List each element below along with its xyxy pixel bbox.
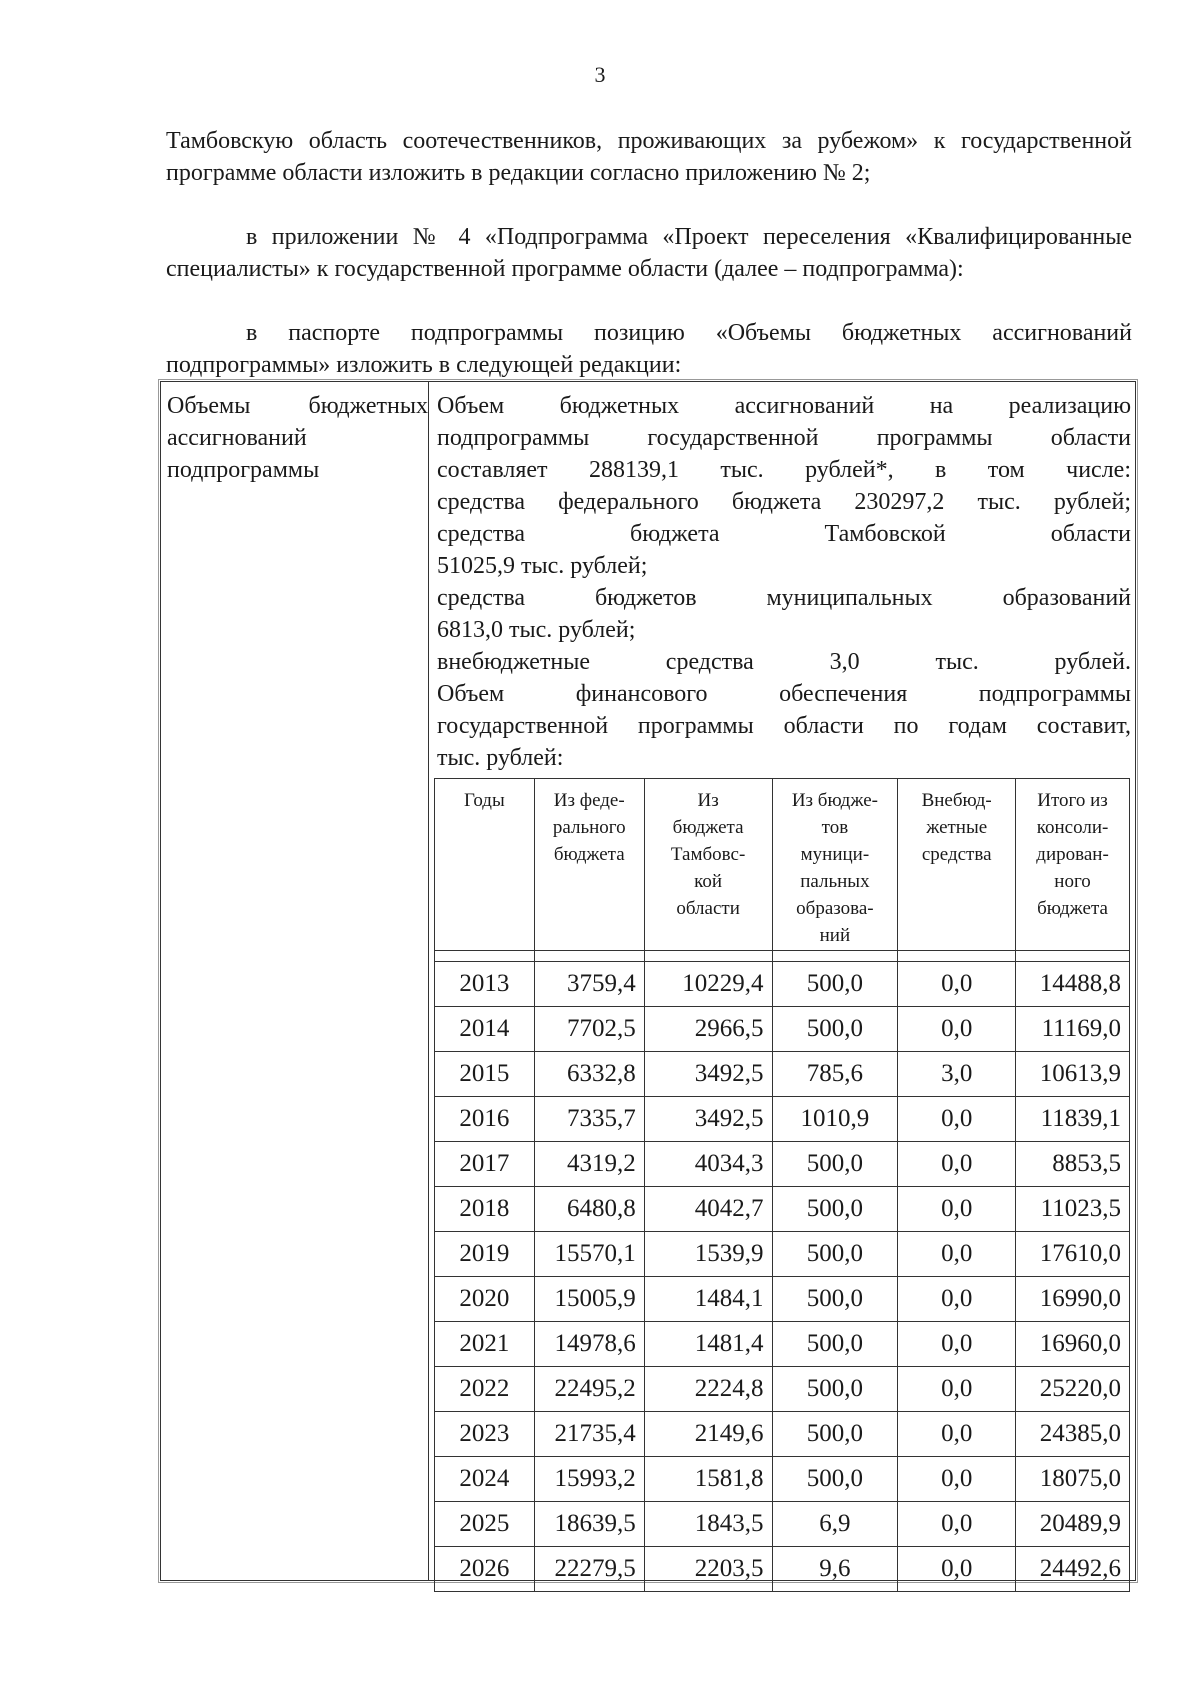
passport-label-line: Объемы бюджетных [167,393,428,419]
tambov-cell: 2966,5 [644,1007,772,1052]
year-cell: 2020 [435,1277,535,1322]
table-row [435,1007,1130,1052]
federal-cell: 15993,2 [534,1457,644,1502]
municipal-cell: 500,0 [772,1412,898,1457]
table-spacer-row [435,951,1130,962]
total-cell: 16960,0 [1016,1322,1130,1367]
table-row [435,1502,1130,1547]
extrabudgetary-cell: 0,0 [898,1367,1016,1412]
header-text-line: Из бюдже- [791,790,878,811]
table-row [435,1097,1130,1142]
year-cell: 2026 [435,1547,535,1592]
header-text-line: дирован- [1036,844,1109,865]
municipal-cell: 785,6 [772,1052,898,1097]
header-text-line: ний [819,925,851,946]
passport-text-line: тыс. рублей: [437,745,564,771]
tambov-cell: 2224,8 [644,1367,772,1412]
tambov-cell: 1581,8 [644,1457,772,1502]
extrabudgetary-cell: 0,0 [898,962,1016,1007]
total-cell: 16990,0 [1016,1277,1130,1322]
header-text-line: Внебюд- [921,790,992,811]
total-cell: 17610,0 [1016,1232,1130,1277]
header-consolidated-total [1016,779,1130,951]
table-row [435,1547,1130,1592]
passport-text-line: средства бюджета Тамбовской области [437,521,1131,547]
passport-text-line: средства бюджетов муниципальных образований [437,585,1131,611]
year-cell: 2017 [435,1142,535,1187]
extrabudgetary-cell: 0,0 [898,1232,1016,1277]
municipal-cell: 500,0 [772,1142,898,1187]
header-text-line: Годы [464,790,505,811]
tambov-cell: 1481,4 [644,1322,772,1367]
municipal-cell: 500,0 [772,1232,898,1277]
total-cell: 14488,8 [1016,962,1130,1007]
municipal-cell: 500,0 [772,962,898,1007]
federal-cell: 15570,1 [534,1232,644,1277]
header-text-line: бюджета [553,844,625,865]
header-text-line: муници- [800,844,870,865]
header-federal-budget [534,779,644,951]
financing-by-year-table [434,778,1130,1592]
total-cell: 24385,0 [1016,1412,1130,1457]
federal-cell: 21735,4 [534,1412,644,1457]
passport-text-line: подпрограммы государственной программы области [437,425,1131,451]
extrabudgetary-cell: 0,0 [898,1322,1016,1367]
table-row [435,1367,1130,1412]
municipal-cell: 500,0 [772,1277,898,1322]
year-cell: 2023 [435,1412,535,1457]
total-cell: 25220,0 [1016,1367,1130,1412]
header-text-line: рального [552,817,626,838]
table-row [435,1232,1130,1277]
table-header-row [435,779,1130,951]
passport-text-line: внебюджетные средства 3,0 тыс. рублей. [437,649,1131,675]
municipal-cell: 500,0 [772,1367,898,1412]
tambov-cell: 4042,7 [644,1187,772,1232]
federal-cell: 14978,6 [534,1322,644,1367]
year-cell: 2019 [435,1232,535,1277]
year-cell: 2018 [435,1187,535,1232]
extrabudgetary-cell: 0,0 [898,1097,1016,1142]
federal-cell: 3759,4 [534,962,644,1007]
table-row [435,1412,1130,1457]
total-cell: 18075,0 [1016,1457,1130,1502]
header-text-line: Итого из [1037,790,1108,811]
extrabudgetary-cell: 0,0 [898,1187,1016,1232]
header-text-line: жетные [926,817,988,838]
year-cell: 2013 [435,962,535,1007]
paragraph-2: в приложении № 4 «Подпрограмма «Проект переселения «Квалифицированные специалисты» к государственной программе области (далее – подпрограмма): [166,224,1132,282]
total-cell: 10613,9 [1016,1052,1130,1097]
federal-cell: 6480,8 [534,1187,644,1232]
page-number: 3 [594,62,606,87]
table-row [435,1457,1130,1502]
year-cell: 2021 [435,1322,535,1367]
header-municipal-budgets [772,779,898,951]
table-row [435,962,1130,1007]
table-row [435,1187,1130,1232]
municipal-cell: 500,0 [772,1457,898,1502]
header-years [435,779,535,951]
extrabudgetary-cell: 0,0 [898,1457,1016,1502]
table-row [435,1142,1130,1187]
tambov-cell: 3492,5 [644,1097,772,1142]
year-cell: 2022 [435,1367,535,1412]
federal-cell: 22279,5 [534,1547,644,1592]
municipal-cell: 500,0 [772,1322,898,1367]
header-text-line: бюджета [672,817,744,838]
extrabudgetary-cell: 0,0 [898,1502,1016,1547]
table-row [435,1322,1130,1367]
year-cell: 2025 [435,1502,535,1547]
year-cell: 2016 [435,1097,535,1142]
header-text-line: образова- [796,898,874,919]
municipal-cell: 9,6 [772,1547,898,1592]
total-cell: 24492,6 [1016,1547,1130,1592]
year-cell: 2014 [435,1007,535,1052]
federal-cell: 6332,8 [534,1052,644,1097]
extrabudgetary-cell: 0,0 [898,1142,1016,1187]
passport-text-line: средства федерального бюджета 230297,2 тыс. рублей; [437,489,1131,515]
tambov-cell: 1484,1 [644,1277,772,1322]
federal-cell: 7335,7 [534,1097,644,1142]
year-cell: 2015 [435,1052,535,1097]
header-tambov-budget [644,779,772,951]
passport-text-line: 6813,0 тыс. рублей; [437,617,636,643]
passport-label-line: подпрограммы [167,457,320,483]
municipal-cell: 500,0 [772,1007,898,1052]
municipal-cell: 6,9 [772,1502,898,1547]
passport-text-line: государственной программы области по годам составит, [437,713,1131,739]
federal-cell: 15005,9 [534,1277,644,1322]
passport-label-line: ассигнований [167,425,307,451]
passport-position-label [161,382,429,1580]
header-text-line: бюджета [1037,898,1108,919]
tambov-cell: 2149,6 [644,1412,772,1457]
year-cell: 2024 [435,1457,535,1502]
table-row [435,1277,1130,1322]
total-cell: 8853,5 [1016,1142,1130,1187]
header-text-line: ного [1054,871,1091,892]
header-text-line: пальных [800,871,870,892]
tambov-cell: 2203,5 [644,1547,772,1592]
municipal-cell: 500,0 [772,1187,898,1232]
municipal-cell: 1010,9 [772,1097,898,1142]
tambov-cell: 1843,5 [644,1502,772,1547]
header-text-line: кой [694,871,723,892]
header-text-line: Тамбовс- [670,844,746,865]
paragraph-1: Тамбовскую область соотечественников, проживающих за рубежом» к государственной программе области изложить в редакции согласно приложению № 2; [166,128,1132,186]
total-cell: 11169,0 [1016,1007,1130,1052]
total-cell: 11839,1 [1016,1097,1130,1142]
federal-cell: 18639,5 [534,1502,644,1547]
passport-text-line: Объем бюджетных ассигнований на реализацию [437,393,1131,419]
extrabudgetary-cell: 0,0 [898,1412,1016,1457]
header-text-line: консоли- [1036,817,1109,838]
extrabudgetary-cell: 3,0 [898,1052,1016,1097]
extrabudgetary-cell: 0,0 [898,1547,1016,1592]
passport-text-line: составляет 288139,1 тыс. рублей*, в том числе: [437,457,1131,483]
header-text-line: Из феде- [553,790,625,811]
extrabudgetary-cell: 0,0 [898,1007,1016,1052]
header-text-line: средства [921,844,992,865]
total-cell: 20489,9 [1016,1502,1130,1547]
table-row [435,1052,1130,1097]
tambov-cell: 4034,3 [644,1142,772,1187]
header-text-line: Из [697,790,719,811]
federal-cell: 7702,5 [534,1007,644,1052]
passport-text-line: Объем финансового обеспечения подпрограммы [437,681,1131,707]
total-cell: 11023,5 [1016,1187,1130,1232]
federal-cell: 22495,2 [534,1367,644,1412]
extrabudgetary-cell: 0,0 [898,1277,1016,1322]
passport-text-line: 51025,9 тыс. рублей; [437,553,648,579]
header-text-line: тов [821,817,849,838]
header-text-line: области [676,898,740,919]
header-extrabudgetary [898,779,1016,951]
paragraph-3: в паспорте подпрограммы позицию «Объемы бюджетных ассигнований подпрограммы» изложить в следующей редакции: [166,320,1132,378]
tambov-cell: 1539,9 [644,1232,772,1277]
tambov-cell: 3492,5 [644,1052,772,1097]
tambov-cell: 10229,4 [644,962,772,1007]
federal-cell: 4319,2 [534,1142,644,1187]
